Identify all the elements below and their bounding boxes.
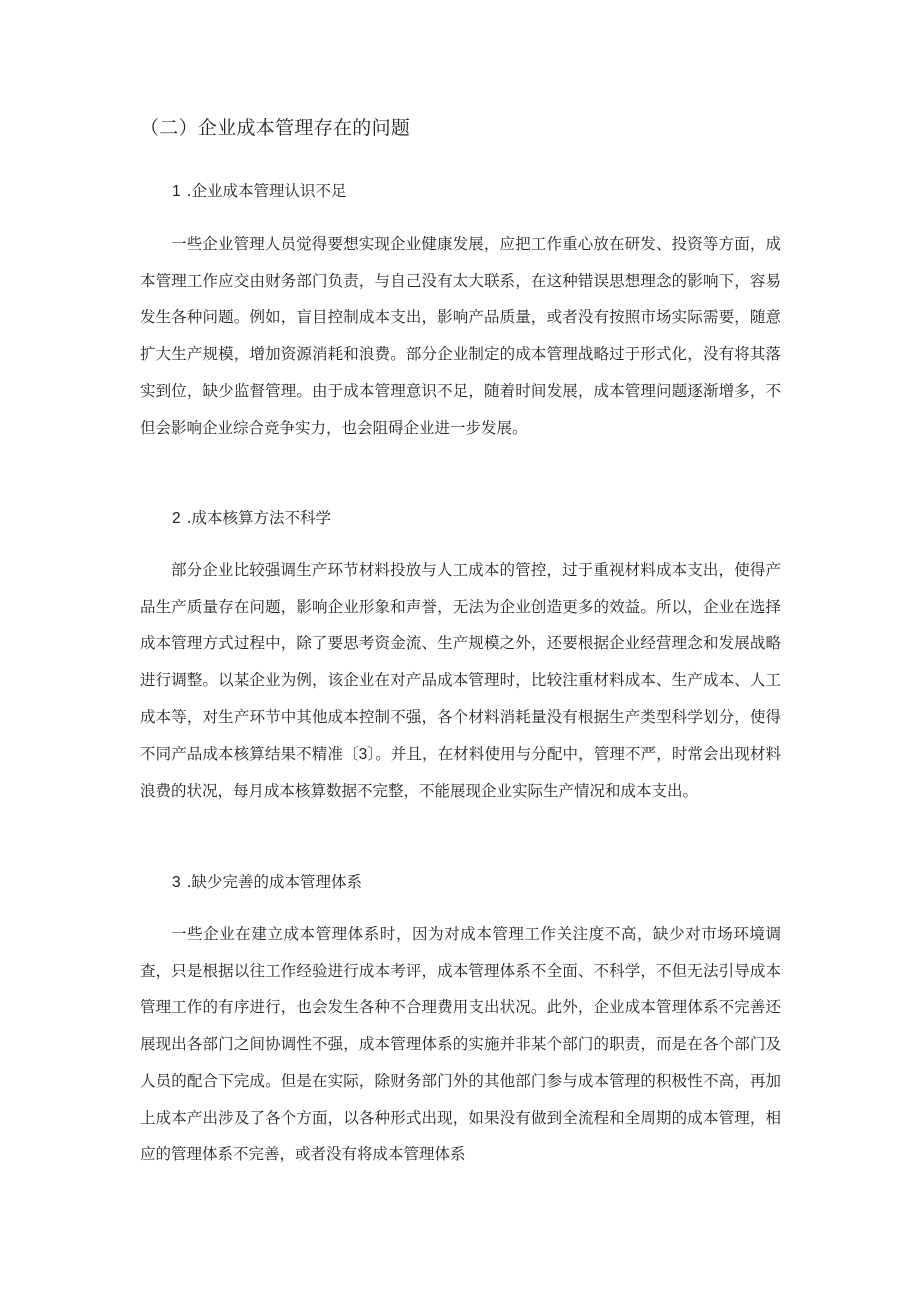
subsection-2-text-before-ref: 部分企业比较强调生产环节材料投放与人工成本的管控，过于重视材料成本支出，使得产品生产质量存在问题，影响企业形象和声誉，无法为企业创造更多的效益。所以，企业在选择成本管理方式过程中，除了要思考资金流、生产规模之外，还要根据企业经营理念和发展战略进行调整。以某企业为例，该企业在对产品成本管理时，比较注重材料成本、生产成本、人工成本等，对生产环节中其他成本控制不强，各个材料消耗量没有根据生产类型科学划分，使得不同产品成本核算结果不精准 bbox=[140, 561, 781, 763]
subsection-3-number: 3 bbox=[172, 874, 181, 891]
subsection-2-number: 2 bbox=[172, 510, 181, 527]
subsection-1-heading bbox=[172, 179, 347, 204]
section-heading: （二）企业成本管理存在的问题 bbox=[140, 117, 411, 139]
subsection-2-title: .成本核算方法不科学 bbox=[186, 509, 332, 527]
subsection-2-heading bbox=[172, 506, 331, 531]
citation-reference: 〔3〕 bbox=[342, 745, 376, 763]
subsection-1-number: 1 bbox=[172, 183, 181, 200]
subsection-3-heading bbox=[172, 870, 362, 895]
subsection-3-title: .缺少完善的成本管理体系 bbox=[186, 873, 363, 891]
subsection-3-paragraph: 一些企业在建立成本管理体系时，因为对成本管理工作关注度不高，缺少对市场环境调查，只是根据以往工作经验进行成本考评，成本管理体系不全面、不科学，不但无法引导成本管理工作的有序进行，也会发生各种不合理费用支出状况。此外，企业成本管理体系不完善还展现出各部门之间协调性不强，成本管理体系的实施并非某个部门的职责，而是在各个部门及人员的配合下完成。但是在实际，除财务部门外的其他部门参与成本管理的积极性不高，再加上成本产出涉及了各个方面，以各种形式出现，如果没有做到全流程和全周期的成本管理，相应的管理体系不完善，或者没有将成本管理体系 bbox=[140, 925, 781, 1164]
subsection-2-paragraph bbox=[140, 552, 781, 810]
subsection-1-title: .企业成本管理认识不足 bbox=[186, 182, 347, 200]
subsection-1-paragraph: 一些企业管理人员觉得要想实现企业健康发展，应把工作重心放在研发、投资等方面，成本管理工作应交由财务部门负责，与自己没有太大联系，在这种错误思想理念的影响下，容易发生各种问题。例如，盲目控制成本支出，影响产品质量，或者没有按照市场实际需要，随意扩大生产规模，增加资源消耗和浪费。部分企业制定的成本管理战略过于形式化，没有将其落实到位，缺少监督管理。由于成本管理意识不足，随着时间发展，成本管理问题逐渐增多，不但会影响企业综合竞争实力，也会阻碍企业进一步发展。 bbox=[140, 235, 781, 437]
subsection-2-text-after-ref: 。并且，在材料使用与分配中，管理不严，时常会出现材料浪费的状况，每月成本核算数据不完整，不能展现企业实际生产情况和成本支出。 bbox=[140, 744, 781, 801]
